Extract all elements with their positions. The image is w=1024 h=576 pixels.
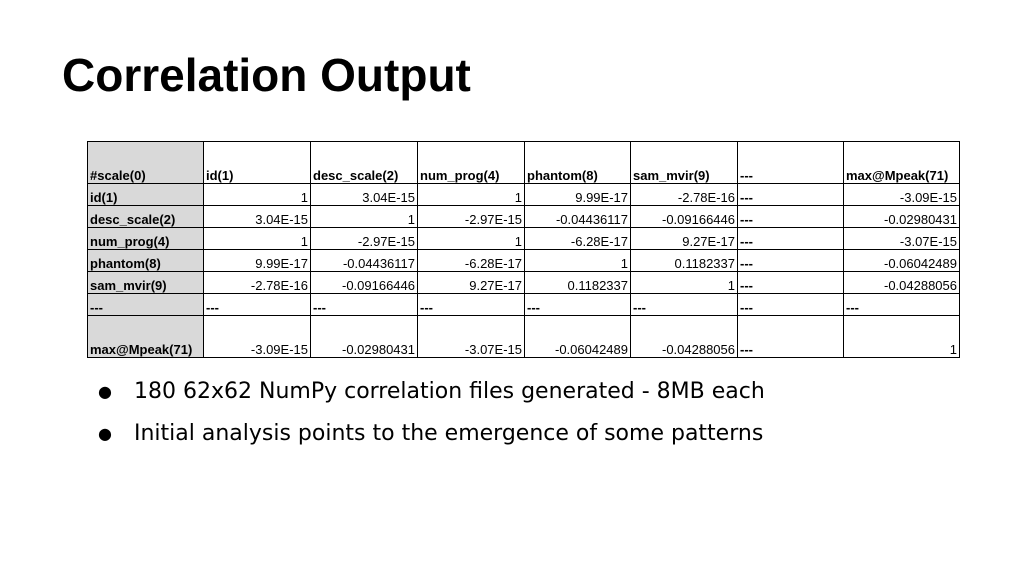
column-header: desc_scale(2) — [311, 142, 418, 184]
table-cell: -0.06042489 — [525, 316, 631, 358]
table-cell: -0.04288056 — [844, 272, 960, 294]
table-cell: -3.09E-15 — [844, 184, 960, 206]
column-header: id(1) — [204, 142, 311, 184]
table-cell: -2.97E-15 — [418, 206, 525, 228]
table-cell: -3.09E-15 — [204, 316, 311, 358]
table-cell: 1 — [844, 316, 960, 358]
table-cell: -0.04288056 — [631, 316, 738, 358]
table-cell: --- — [525, 294, 631, 316]
table-cell: --- — [418, 294, 525, 316]
table-cell: --- — [311, 294, 418, 316]
bullet-item — [98, 412, 765, 454]
table-cell: -2.78E-16 — [631, 184, 738, 206]
table-cell: -2.97E-15 — [311, 228, 418, 250]
table-cell: --- — [738, 294, 844, 316]
table-cell: --- — [738, 228, 844, 250]
table-row — [88, 184, 960, 206]
table-cell: --- — [738, 250, 844, 272]
row-header: max@Mpeak(71) — [88, 316, 204, 358]
table-cell: 1 — [418, 228, 525, 250]
table-cell: 1 — [631, 272, 738, 294]
row-header: phantom(8) — [88, 250, 204, 272]
bullet-item — [98, 370, 765, 412]
table-cell: 3.04E-15 — [311, 184, 418, 206]
row-header: sam_mvir(9) — [88, 272, 204, 294]
table-cell: 0.1182337 — [525, 272, 631, 294]
table-cell: -0.04436117 — [311, 250, 418, 272]
table-cell: 3.04E-15 — [204, 206, 311, 228]
table-cell: 1 — [418, 184, 525, 206]
table-cell: -0.09166446 — [631, 206, 738, 228]
column-header: sam_mvir(9) — [631, 142, 738, 184]
table-cell: 9.27E-17 — [418, 272, 525, 294]
bullet-text: 180 62x62 NumPy correlation files generated - 8MB each — [134, 378, 765, 404]
column-header: num_prog(4) — [418, 142, 525, 184]
table-cell: --- — [738, 184, 844, 206]
table-cell: 1 — [311, 206, 418, 228]
table-cell: --- — [631, 294, 738, 316]
table-cell: -0.09166446 — [311, 272, 418, 294]
table-cell: 9.99E-17 — [525, 184, 631, 206]
table-row — [88, 294, 960, 316]
slide-title: Correlation Output — [62, 49, 471, 101]
correlation-table — [87, 141, 960, 358]
bullet-text: Initial analysis points to the emergence of some patterns — [134, 420, 764, 446]
bullet-dot-icon: ● — [98, 381, 112, 401]
table-row — [88, 206, 960, 228]
table-cell: --- — [204, 294, 311, 316]
table-cell: -0.04436117 — [525, 206, 631, 228]
table-cell: 1 — [525, 250, 631, 272]
table-cell: --- — [738, 206, 844, 228]
bullet-list — [98, 370, 765, 454]
column-header: phantom(8) — [525, 142, 631, 184]
table-cell: -6.28E-17 — [418, 250, 525, 272]
table-cell: 0.1182337 — [631, 250, 738, 272]
table-cell: -3.07E-15 — [418, 316, 525, 358]
row-header: --- — [88, 294, 204, 316]
row-header: desc_scale(2) — [88, 206, 204, 228]
column-header: --- — [738, 142, 844, 184]
table-header-row — [88, 142, 960, 184]
table-cell: -6.28E-17 — [525, 228, 631, 250]
table-row — [88, 250, 960, 272]
column-header: max@Mpeak(71) — [844, 142, 960, 184]
table-cell: --- — [738, 272, 844, 294]
table-cell: 1 — [204, 184, 311, 206]
table-cell: 9.27E-17 — [631, 228, 738, 250]
table-cell: 1 — [204, 228, 311, 250]
row-header: num_prog(4) — [88, 228, 204, 250]
table-row — [88, 228, 960, 250]
table-row — [88, 272, 960, 294]
table-cell: --- — [738, 316, 844, 358]
column-header: #scale(0) — [88, 142, 204, 184]
table-cell: -3.07E-15 — [844, 228, 960, 250]
table-cell: --- — [844, 294, 960, 316]
table-cell: -2.78E-16 — [204, 272, 311, 294]
table-cell: 9.99E-17 — [204, 250, 311, 272]
table-cell: -0.02980431 — [844, 206, 960, 228]
bullet-dot-icon: ● — [98, 423, 112, 443]
table-row — [88, 316, 960, 358]
table-cell: -0.02980431 — [311, 316, 418, 358]
table-cell: -0.06042489 — [844, 250, 960, 272]
row-header: id(1) — [88, 184, 204, 206]
